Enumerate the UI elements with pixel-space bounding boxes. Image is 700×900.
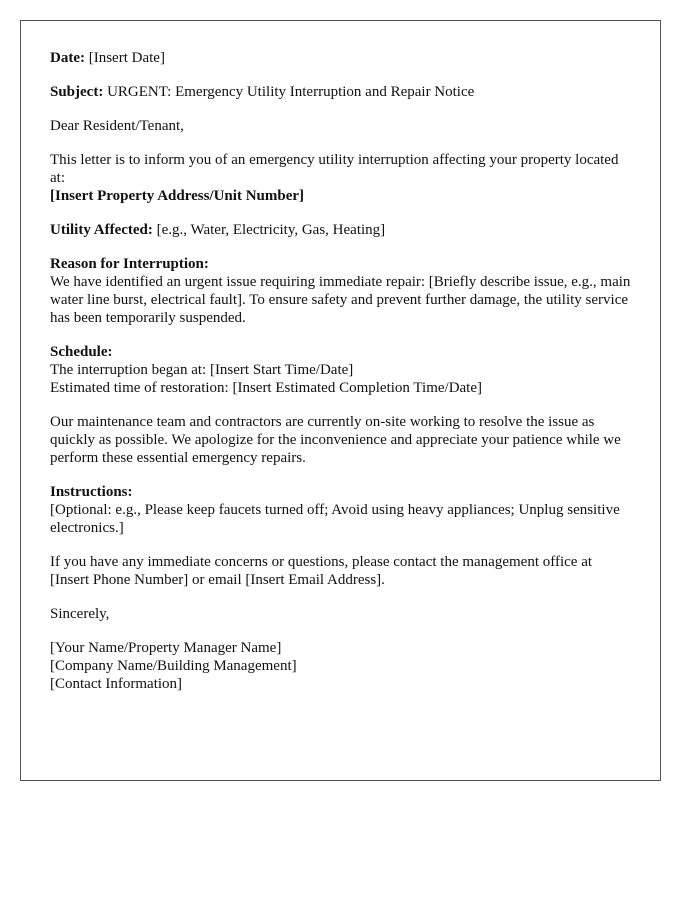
utility-value: [e.g., Water, Electricity, Gas, Heating] [156,222,386,238]
date-label: Date: [50,50,85,66]
maintenance-paragraph: Our maintenance team and contractors are currently on-site working to resolve the issue as quickly as possible. We apologize for the inconvenience and appreciate your patience while we perform these essential emergency repairs. [50,414,621,466]
date-value: [Insert Date] [88,50,165,66]
subject-line [50,83,631,101]
property-address: [Insert Property Address/Unit Number] [50,188,305,204]
utility-line [50,221,631,239]
intro-text: This letter is to inform you of an emergency utility interruption affecting your property located at: [50,152,619,186]
letter [20,20,661,781]
signature-name: [Your Name/Property Manager Name] [50,640,282,656]
reason-label: Reason for Interruption: [50,256,209,272]
utility-label: Utility Affected: [50,222,153,238]
signature-block [50,639,631,693]
contact-paragraph: If you have any immediate concerns or questions, please contact the management office at [Insert Phone Number] or email [Insert Email Address]. [50,554,593,588]
schedule-start: The interruption began at: [Insert Start Time/Date] [50,362,354,378]
subject-label: Subject: [50,84,104,100]
signature-company: [Company Name/Building Management] [50,658,297,674]
date-line [50,49,631,67]
schedule-label: Schedule: [50,344,113,360]
instructions-label: Instructions: [50,484,133,500]
instructions-section [50,483,631,537]
signature-contact: [Contact Information] [50,676,183,692]
schedule-section [50,343,631,397]
salutation: Dear Resident/Tenant, [50,118,184,134]
reason-section [50,255,631,327]
reason-text: We have identified an urgent issue requiring immediate repair: [Briefly describe issue, e.g., main water line burst, electrical fault]. To ensure safety and prevent further damage, the utility service has been temporarily suspended. [50,274,631,326]
closing: Sincerely, [50,606,110,622]
schedule-restore: Estimated time of restoration: [Insert Estimated Completion Time/Date] [50,380,483,396]
subject-value: URGENT: Emergency Utility Interruption and Repair Notice [107,84,475,100]
intro-paragraph [50,151,631,205]
instructions-text: [Optional: e.g., Please keep faucets turned off; Avoid using heavy appliances; Unplug sensitive electronics.] [50,502,620,536]
